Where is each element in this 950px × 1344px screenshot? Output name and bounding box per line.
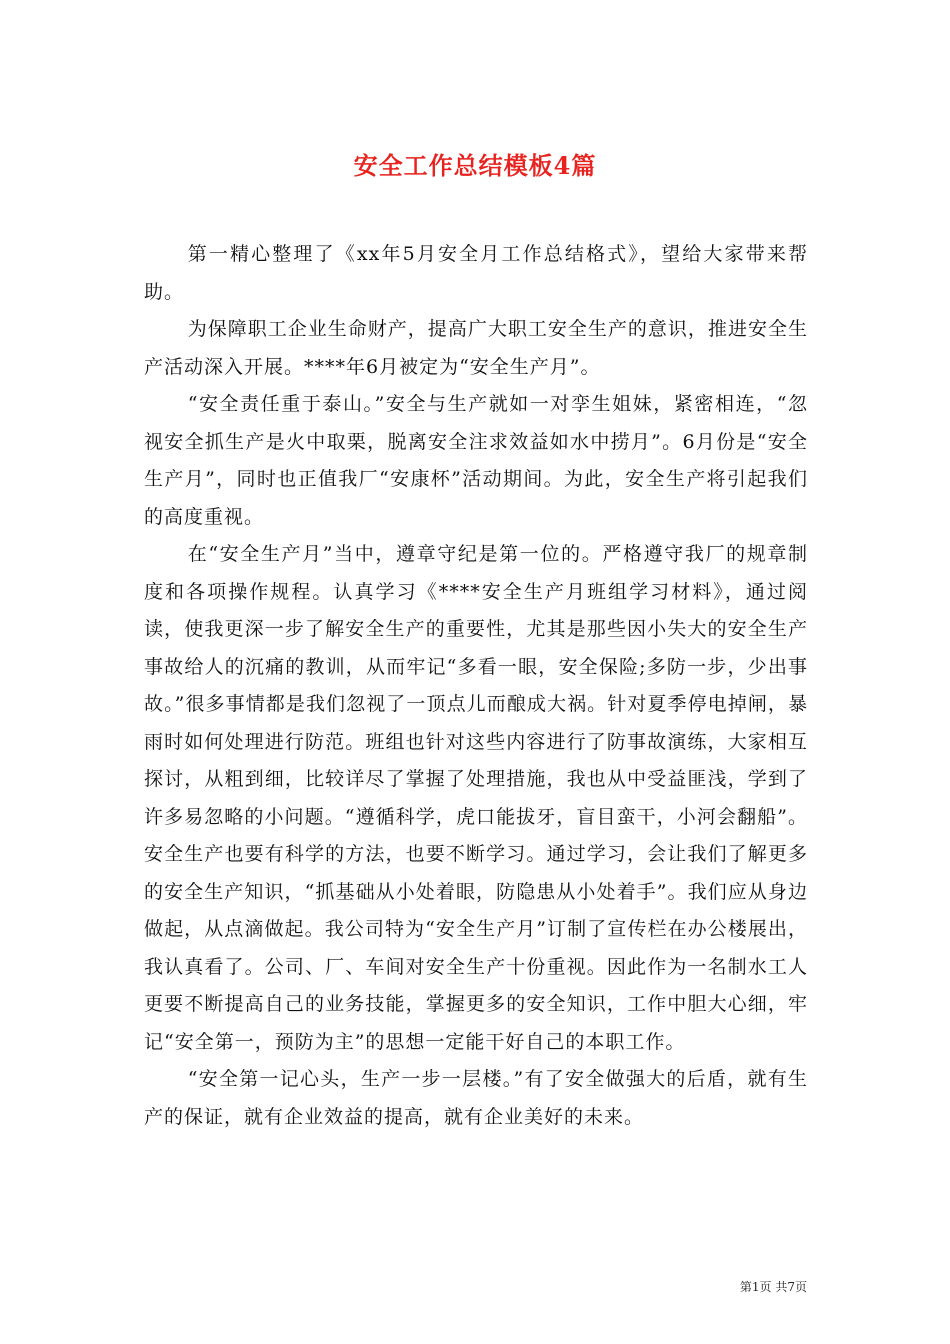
document-title: 安全工作总结模板4篇 xyxy=(353,151,597,181)
paragraph-responsibility: “安全责任重于泰山。”安全与生产就如一对孪生姐妹，紧密相连，“忽视安全抓生产是火中取栗，脱离安全注求效益如水中捞月”。6月份是“安全生产月”，同时也正值我厂“安康杯”活动期间。为此，安全生产将引起我们的高度重视。 xyxy=(144,393,808,528)
paragraph-safety-month: 在“安全生产月”当中，遵章守纪是第一位的。严格遵守我厂的规章制度和各项操作规程。认真学习《****安全生产月班组学习材料》，通过阅读，使我更深一步了解安全生产的重要性，尤其是那些因小失大的安全生产事故给人的沉痛的教训，从而牢记“多看一眼，安全保险;多防一步，少出事故。”很多事情都是我们忽视了一顶点儿而酿成大祸。针对夏季停电掉闸，暴雨时如何处理进行防范。班组也针对这些内容进行了防事故演练，大家相互探讨，从粗到细，比较详尽了掌握了处理措施，我也从中受益匪浅，学到了许多易忽略的小问题。“遵循科学，虎口能拔牙，盲目蛮干，小河会翻船”。安全生产也要有科学的方法，也要不断学习。通过学习，会让我们了解更多的安全生产知识，“抓基础从小处着眼，防隐患从小处着手”。我们应从身边做起，从点滴做起。我公司特为“安全生产月”订制了宣传栏在办公楼展出，我认真看了。公司、厂、车间对安全生产十份重视。因此作为一名制水工人更要不断提高自己的业务技能，掌握更多的安全知识，工作中胆大心细，牢记“安全第一，预防为主”的思想一定能干好自己的本职工作。 xyxy=(144,543,808,1053)
document-body xyxy=(144,236,808,1136)
paragraph-conclusion: “安全第一记心头，生产一步一层楼。”有了安全做强大的后盾，就有生产的保证，就有企业效益的提高，就有企业美好的未来。 xyxy=(144,1068,808,1128)
page-number: 第1页 共7页 xyxy=(739,1280,807,1294)
paragraph-intro: 第一精心整理了《xx年5月安全月工作总结格式》，望给大家带来帮助。 xyxy=(144,243,808,303)
paragraph-purpose: 为保障职工企业生命财产，提高广大职工安全生产的意识，推进安全生产活动深入开展。****年6月被定为“安全生产月”。 xyxy=(144,318,808,378)
